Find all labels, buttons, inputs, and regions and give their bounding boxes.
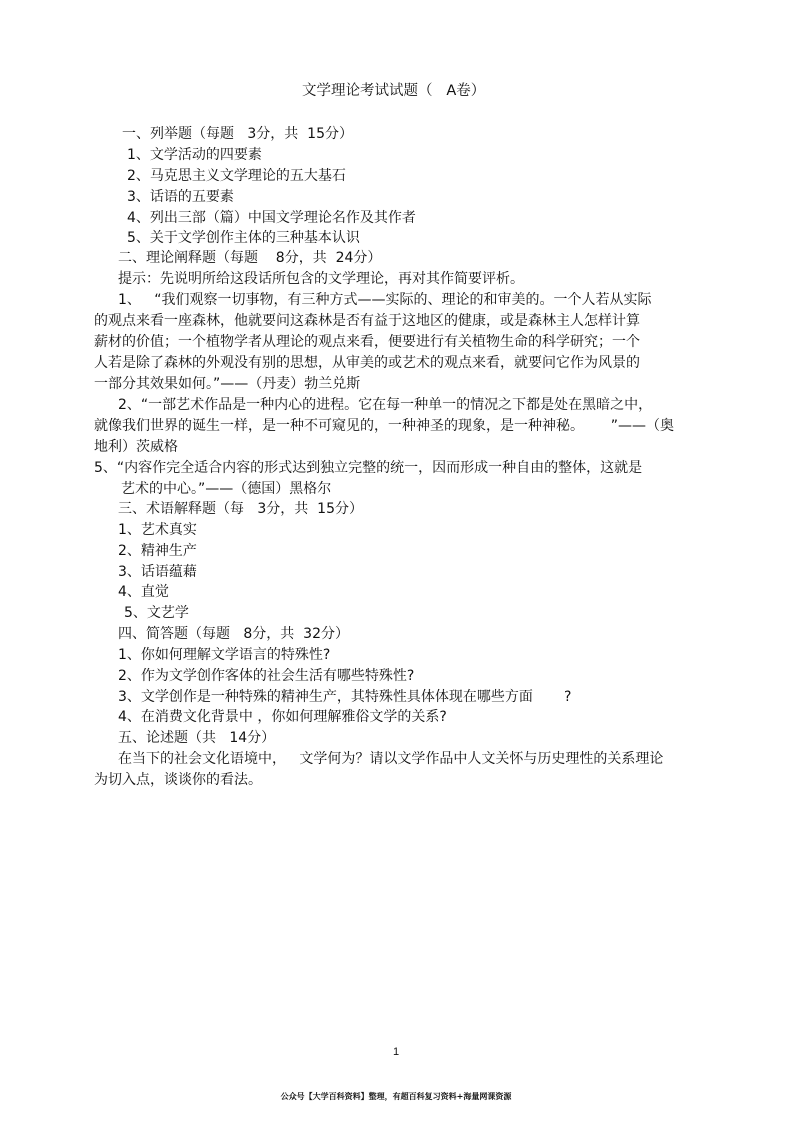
section-heading-1: 一、列举题（每题 3分，共 15分） [122, 126, 353, 142]
paragraph-line: 一部分其效果如何。”——（丹麦）勃兰兑斯 [94, 376, 361, 392]
list-item: 3、文学创作是一种特殊的精神生产，其特殊性具体体现在哪些方面 ? [118, 689, 572, 705]
section-heading-4: 四、简答题（每题 8分，共 32分） [118, 626, 349, 642]
list-item: 1、文学活动的四要素 [127, 147, 262, 163]
hint-text: 提示：先说明所给这段话所包含的文学理论，再对其作简要评析。 [118, 271, 524, 287]
paragraph-line: 2、“一部艺术作品是一种内心的进程。它在每一种单一的情况之下都是处在黑暗之中， [118, 397, 653, 413]
page-number: 1 [393, 1046, 400, 1058]
list-item: 3、话语蕴藉 [118, 564, 197, 580]
paragraph-line: 就像我们世界的诞生一样，是一种不可窥见的，一种神圣的现象，是一种神秘。 ”——（奥 [94, 418, 674, 434]
list-item: 4、列出三部（篇）中国文学理论名作及其作者 [127, 210, 416, 226]
section-heading-3: 三、术语解释题（每 3分，共 15分） [118, 501, 363, 517]
paragraph-line: 人若是除了森林的外观没有别的思想，从审美的或艺术的观点来看，就要问它作为风景的 [94, 355, 640, 371]
list-item: 2、马克思主义文学理论的五大基石 [127, 168, 346, 184]
list-item: 4、直觉 [118, 584, 169, 600]
paragraph-line: 艺术的中心。”——（德国）黑格尔 [121, 481, 332, 497]
paragraph-line: 地利）茨威格 [94, 439, 178, 455]
paragraph-line: 为切入点，谈谈你的看法。 [94, 772, 262, 788]
list-item: 1、艺术真实 [118, 522, 197, 538]
paragraph-line: 薪材的价值；一个植物学者从理论的观点来看，便要进行有关植物生命的科学研究；一个 [94, 334, 640, 350]
list-item: 2、精神生产 [118, 543, 197, 559]
list-item: 3、话语的五要素 [127, 189, 234, 205]
list-item: 2、作为文学创作客体的社会生活有哪些特殊性? [118, 668, 415, 684]
paragraph-line: 的观点来看一座森林，他就要问这森林是否有益于这地区的健康，或是森林主人怎样计算 [94, 313, 640, 329]
footer-note: 公众号【大学百科资料】整理，有超百科复习资料+海量网课资源 [280, 1091, 512, 1101]
list-item: 5、文艺学 [124, 605, 189, 621]
section-heading-2: 二、理论阐释题（每题 8分，共 24分） [118, 250, 382, 266]
paragraph-line: 在当下的社会文化语境中， 文学何为？请以文学作品中人文关怀与历史理性的关系理论 [118, 751, 664, 767]
list-item: 4、在消费文化背景中 ，你如何理解雅俗文学的关系? [118, 709, 447, 725]
paragraph-line: 5、“内容作完全适合内容的形式达到独立完整的统一，因而形成一种自由的整体，这就是 [94, 460, 643, 476]
list-item: 1、你如何理解文学语言的特殊性? [118, 647, 331, 663]
paragraph-line: 1、 “我们观察一切事物，有三种方式——实际的、理论的和审美的。一个人若从实际 [118, 292, 652, 308]
list-item: 5、关于文学创作主体的三种基本认识 [127, 230, 360, 246]
document-title: 文学理论考试试题（ A卷） [302, 83, 486, 99]
section-heading-5: 五、论述题（共 14分） [118, 730, 276, 746]
